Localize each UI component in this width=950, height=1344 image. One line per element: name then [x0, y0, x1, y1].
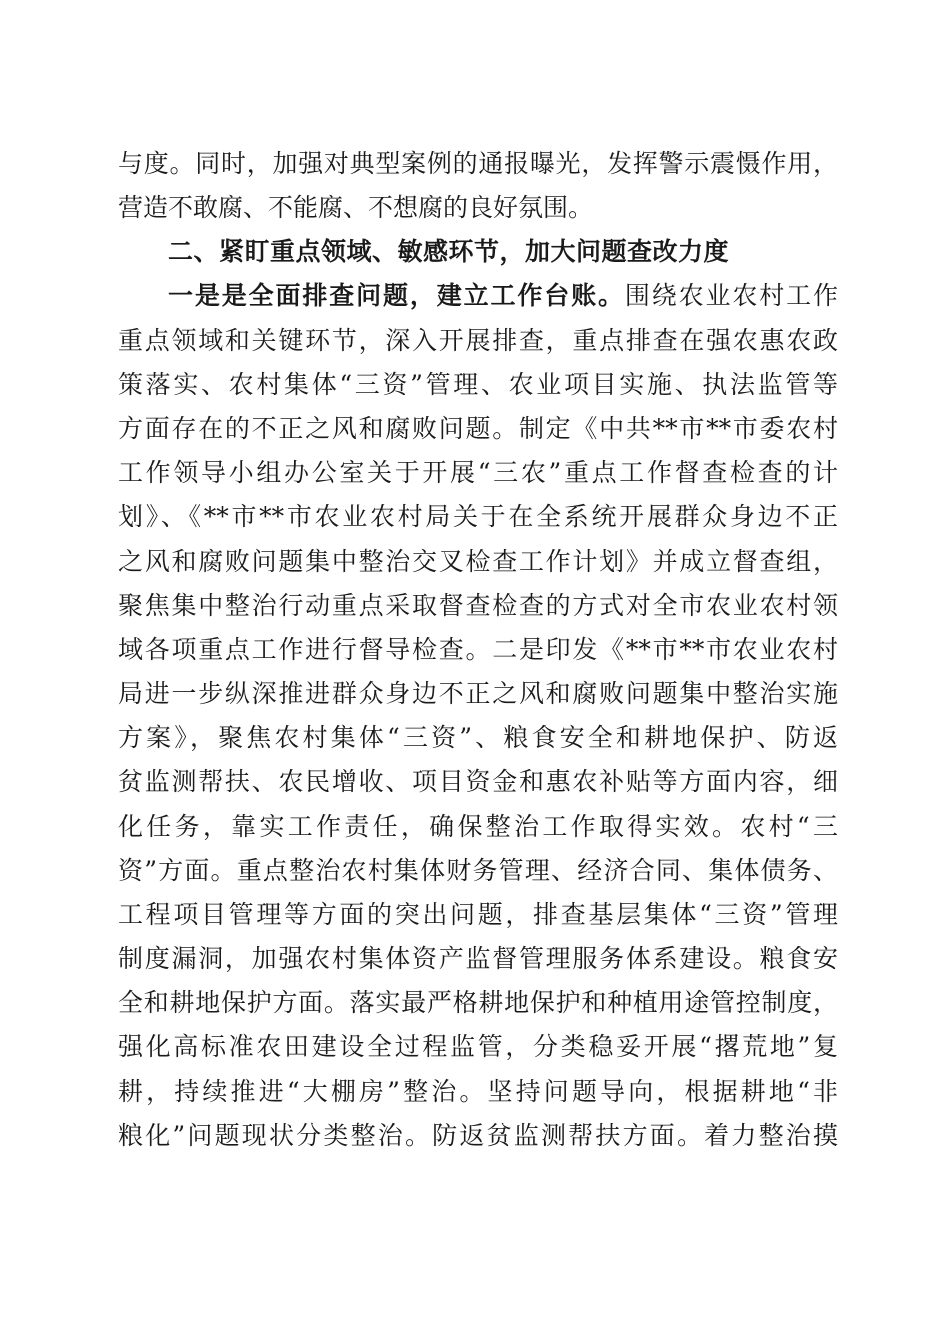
paragraph-line: 与度。同时，加强对典型案例的通报曝光，发挥警示震慑作用，	[118, 149, 838, 178]
paragraph-line: 划》、《**市**市农业农村局关于在全系统开展群众身边不正	[118, 502, 838, 531]
paragraph-line: 局进一步纵深推进群众身边不正之风和腐败问题集中整治实施	[118, 679, 838, 708]
paragraph-line: 强化高标准农田建设全过程监管，分类稳妥开展“撂荒地”复	[118, 1032, 838, 1061]
paragraph-line: 制度漏洞，加强农村集体资产监督管理服务体系建设。粮食安	[118, 944, 838, 973]
paragraph-line: 耕，持续推进“大棚房”整治。坚持问题导向，根据耕地“非	[118, 1077, 838, 1106]
section-heading: 二、紧盯重点领域、敏感环节，加大问题查改力度	[168, 237, 730, 266]
paragraph-line: 策落实、农村集体“三资”管理、农业项目实施、执法监管等	[118, 370, 838, 399]
paragraph-text: 围绕农业农村工作	[624, 281, 838, 310]
paragraph-line: 之风和腐败问题集中整治交叉检查工作计划》并成立督查组，	[118, 547, 838, 576]
paragraph-line: 重点领域和关键环节，深入开展排查，重点排查在强农惠农政	[118, 326, 838, 355]
paragraph-line: 全和耕地保护方面。落实最严格耕地保护和种植用途管控制度，	[118, 988, 838, 1017]
paragraph-line: 资”方面。重点整治农村集体财务管理、经济合同、集体债务、	[118, 856, 838, 885]
paragraph-line: 聚焦集中整治行动重点采取督查检查的方式对全市农业农村领	[118, 591, 838, 620]
paragraph-line: 方面存在的不正之风和腐败问题。制定《中共**市**市委农村	[118, 414, 838, 443]
paragraph-line: 工程项目管理等方面的突出问题，排查基层集体“三资”管理	[118, 900, 838, 929]
paragraph-line: 营造不敢腐、不能腐、不想腐的良好氛围。	[118, 193, 594, 222]
paragraph-line: 域各项重点工作进行督导检查。二是印发《**市**市农业农村	[118, 635, 838, 664]
paragraph-line: 方案》，聚焦农村集体“三资”、粮食安全和耕地保护、防返	[118, 723, 838, 752]
paragraph-lead: 一是是全面排查问题，建立工作台账。	[168, 281, 625, 310]
paragraph-line: 化任务，靠实工作责任，确保整治工作取得实效。农村“三	[118, 812, 838, 841]
paragraph-line	[168, 276, 838, 316]
paragraph-line: 贫监测帮扶、农民增收、项目资金和惠农补贴等方面内容，细	[118, 767, 838, 796]
paragraph-line: 粮化”问题现状分类整治。防返贫监测帮扶方面。着力整治摸	[118, 1121, 838, 1150]
paragraph-line: 工作领导小组办公室关于开展“三农”重点工作督查检查的计	[118, 458, 838, 487]
